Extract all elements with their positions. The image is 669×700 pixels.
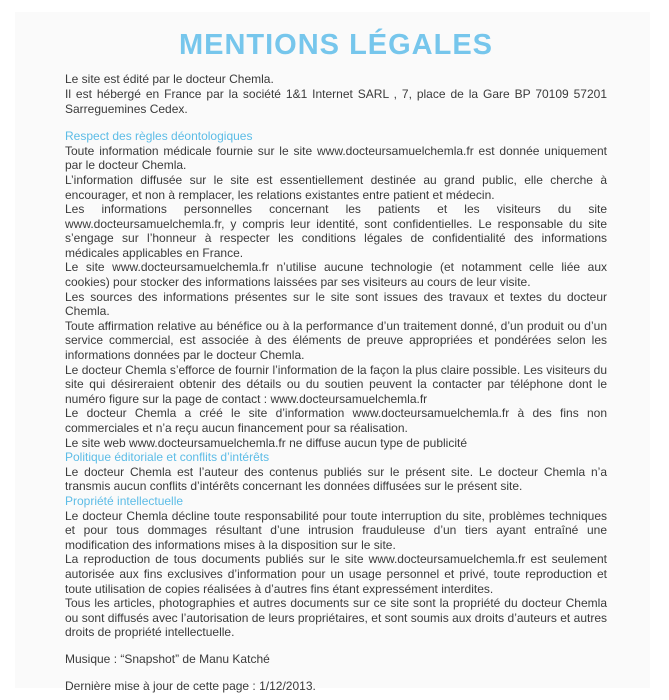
page-title: MENTIONS LÉGALES — [178, 29, 494, 61]
last-update-note: Dernière mise à jour de cette page : 1/12/2013. — [65, 678, 316, 693]
paragraph: Les sources des informations présentes sur le site sont issues des travaux et textes du docteur Chemla. — [65, 289, 607, 319]
section-heading-deontology: Respect des règles déontologiques — [65, 129, 253, 144]
legal-notice-panel — [15, 12, 650, 693]
paragraph: Le docteur Chemla décline toute responsabilité pour toute interruption du site, problèmes techniques et pour tous dommages résultant d’une intrusion frauduleuse d’un tiers ayant entraîné une modification des informations mises à la disposition sur le site. — [65, 508, 607, 552]
paragraph: Le docteur Chemla s’efforce de fournir l’information de la façon la plus claire possible. Les visiteurs du site qui désireraient obtenir des détails ou du soutien peuvent la contacter par téléphone dont le numéro figure sur la page de contact : www.docteursamuelchemla.fr — [65, 362, 607, 406]
paragraph: La reproduction de tous documents publiés sur le site www.docteursamuelchemla.fr est seulement autorisée aux fins exclusives d’information pour un usage personnel et privé, toute reproduction et toute utilisation de copies réalisées à d’autres fins étant expressément interdites. — [65, 552, 607, 596]
intro-line-publisher: Le site est édité par le docteur Chemla. — [65, 72, 274, 87]
intro-line-host: Il est hébergé en France par la société 1&1 Internet SARL , 7, place de la Gare BP 70109 57201 Sarreguemines Cedex. — [65, 86, 607, 116]
paragraph: Toute affirmation relative au bénéfice ou à la performance d’un traitement donné, d’un produit ou d’un service commercial, est associée à des éléments de preuve appropriées et pondérées selon les informations données par le docteur Chemla. — [65, 318, 607, 363]
paragraph: Le site web www.docteursamuelchemla.fr ne diffuse aucun type de publicité — [65, 435, 468, 450]
paragraph: Le site www.docteursamuelchemla.fr n’utilise aucune technologie (et notamment celle liée aux cookies) pour stocker des informations laissées par ses visiteurs au cours de leur visite. — [65, 260, 607, 290]
paragraph: Le docteur Chemla est l’auteur des contenus publiés sur le présent site. Le docteur Chemla n’a transmis aucun conflits d’intérêts concernant les données diffusées sur le présent site. — [65, 464, 607, 494]
music-credit: Musique : “Snapshot” de Manu Katché — [65, 651, 270, 666]
paragraph: L’information diffusée sur le site est essentiellement destinée au grand public, elle cherche à encourager, et non à remplacer, les relations existantes entre patient et médecin. — [65, 172, 607, 202]
paragraph: Tous les articles, photographies et autres documents sur ce site sont la propriété du docteur Chemla ou sont diffusés avec l’autorisation de leurs propriétaires, et sont soumis aux droits d’auteurs et autres droits de propriété intellectuelle. — [65, 596, 607, 640]
section-heading-editorial-policy: Politique éditoriale et conflits d’intérêts — [65, 450, 270, 465]
paragraph: Le docteur Chemla a créé le site d’information www.docteursamuelchemla.fr à des fins non commerciales et n’a reçu aucun financement pour sa réalisation. — [65, 406, 607, 435]
section-heading-intellectual-property: Propriété intellectuelle — [65, 493, 184, 508]
paragraph: Toute information médicale fournie sur le site www.docteursamuelchemla.fr est donnée uniquement par le docteur Chemla. — [65, 143, 607, 173]
legal-notice-content — [65, 72, 607, 693]
paragraph: Les informations personnelles concernant les patients et les visiteurs du site www.docteursamuelchemla.fr, y compris leur identité, sont confidentielles. Le responsable du site s’engage sur l’honneur à respecter les conditions légales de confidentialité des informations médicales applicables en France. — [65, 202, 607, 260]
